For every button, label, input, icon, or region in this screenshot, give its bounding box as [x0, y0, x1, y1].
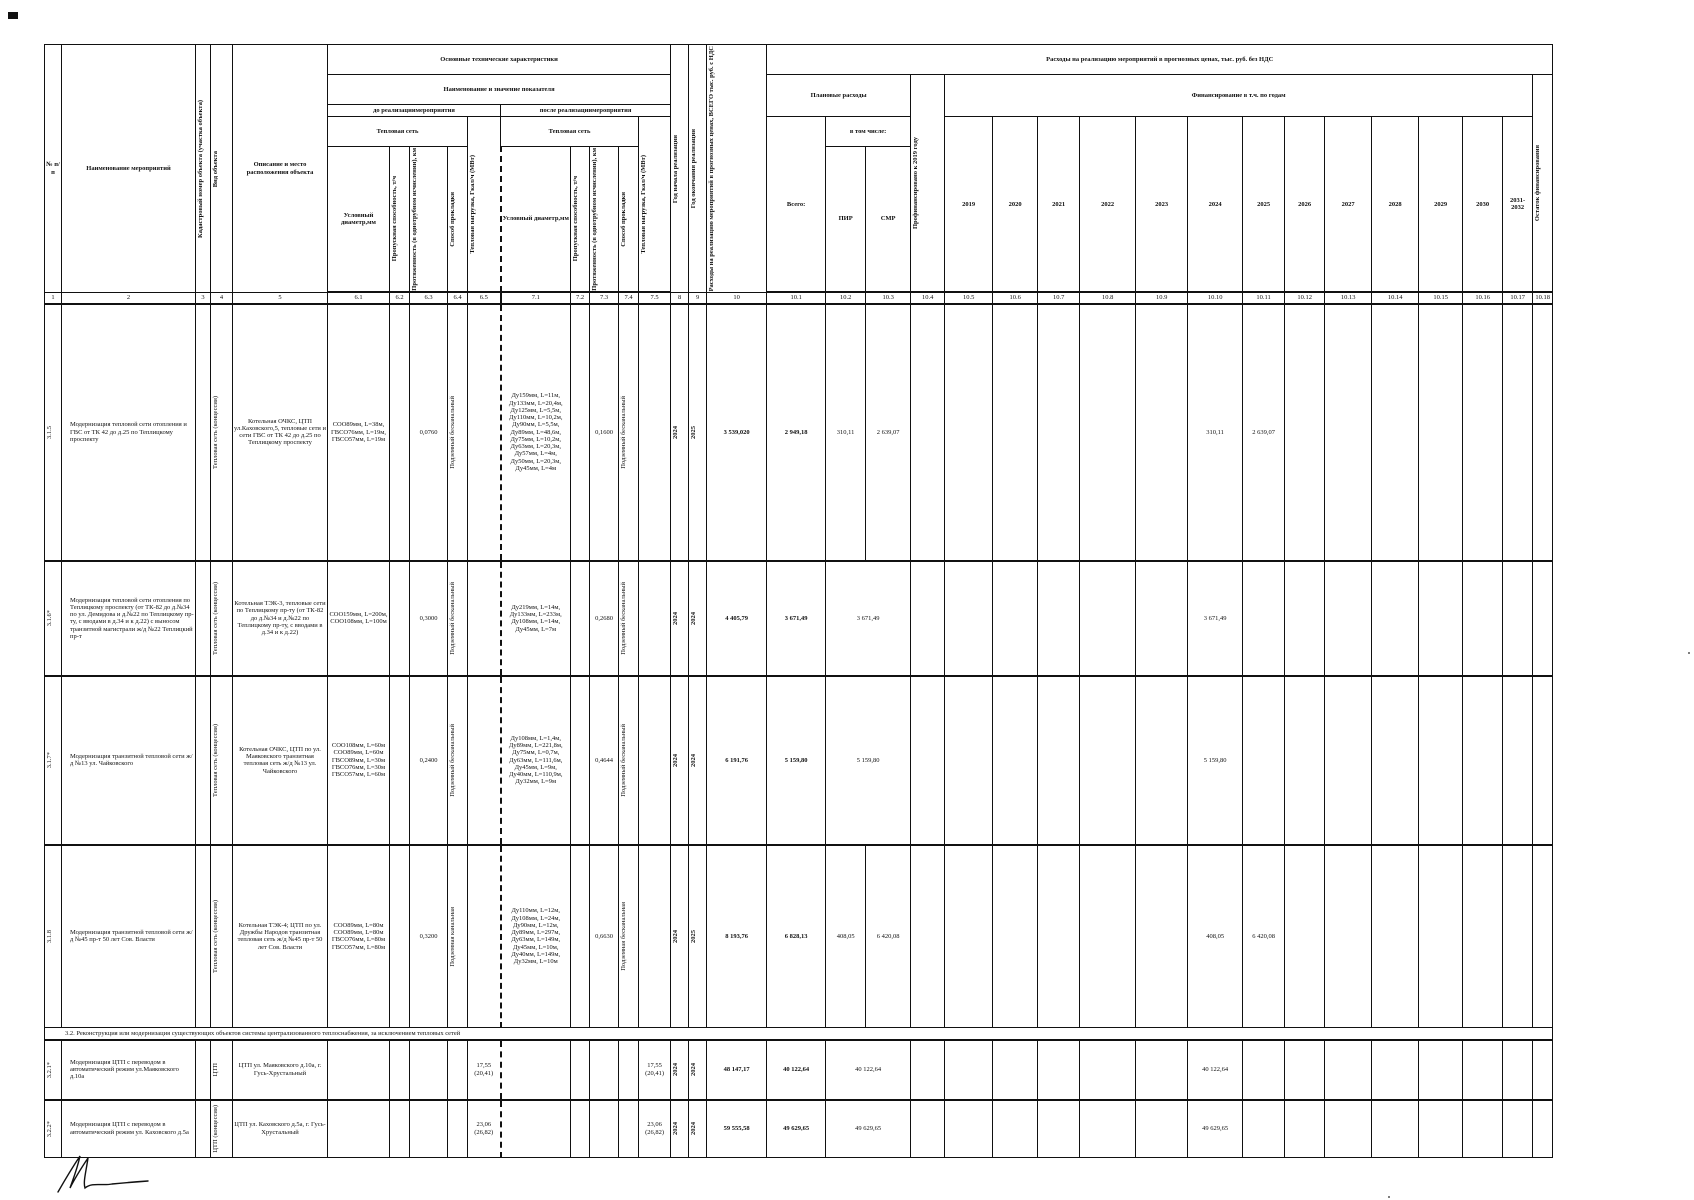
hdr-year-2019: 2019 — [945, 116, 993, 292]
hdr-year-2021: 2021 — [1038, 116, 1080, 292]
hdr-year-2031-2032: 2031-2032 — [1503, 116, 1533, 292]
table-row: 3.2.1* Модернизация ЦТП с переводом в автоматический режим ул.Маяковского д.10а ЦТП ЦТП ул. Маяковского д.10а, г. Гусь-Хрустальный 17,55 (20,41) 17,55 (20,41) 2024 2024 48 147,17 40 122,64 40 122,64 40 122,64 — [45, 1040, 1668, 1100]
hdr-net-before: Тепловая сеть — [328, 116, 468, 146]
hdr-year-2025: 2025 — [1243, 116, 1285, 292]
hdr-after: после реализациимероприятия — [501, 104, 671, 116]
hdr-remainder: Остаток финансирования — [1533, 75, 1553, 292]
hdr-year-2029: 2029 — [1419, 116, 1463, 292]
hdr-pir: ПИР — [826, 146, 866, 292]
hdr-total-cost: Расходы на реализацию мероприятий в прогнозных ценах, ВСЕГО тыс. руб. с НДС — [707, 45, 767, 293]
table-row: 3.2.2* Модернизация ЦТП с переводом в автоматический режим ул. Каховского д.5а ЦТП (концессия) ЦТП ул. Каховского д.5а, г. Гусь-Хрустальный 23,06 (26,82) 23,06 (26,82) 2024 2024 59 555,58 49 629,65 49 629,65 49 629,65 — [45, 1100, 1668, 1158]
signature-image — [50, 1148, 160, 1198]
hdr-length-before: Протяженность (в однотрубном исчислении), км — [410, 146, 448, 292]
hdr-total: Всего: — [767, 116, 826, 292]
hdr-kind: Вид объекта — [211, 45, 233, 293]
hdr-year-2026: 2026 — [1285, 116, 1325, 292]
hdr-year-2024: 2024 — [1188, 116, 1243, 292]
hdr-descr: Описание и место расположения объекта — [233, 45, 328, 293]
section-row: 3.2. Реконструкция или модернизация существующих объектов системы централизованного теплоснабжения, за исключением тепловых сетей — [45, 1028, 1668, 1040]
hdr-incl: в том числе: — [826, 116, 911, 146]
hdr-year-end: Год окончания реализации — [689, 45, 707, 293]
hdr-length-after: Протяженность (в однотрубном исчислении), км — [590, 146, 619, 292]
hdr-load-after: Тепловая нагрузка, Гкал/ч (МВт) — [639, 116, 671, 292]
hdr-prefin: Профинансировано к 2019 году — [911, 75, 945, 292]
hdr-planned: Плановые расходы — [767, 75, 911, 117]
hdr-name: Наименование мероприятий — [62, 45, 196, 293]
hdr-year-start: Год начала реализации — [671, 45, 689, 293]
table-row: 3.1.7* Модернизация транзитной тепловой сети ж/д №13 ул. Чайковского Тепловая сеть (концессия) Котельная ОЧКС, ЦТП по ул. Маяковского транзитная тепловая сеть ж/д №13 ул. Чайковского СОО108мм, L=60м СОО89мм, L=60м ГВСО89мм, L=30м ГВСО76мм, L=30м ГВСО57мм, L=60м 0,2400 Подземный бесканальный Ду108мм, L=1,4м, Ду89мм, L=221,8м, Ду75мм, L=0,7м, Ду63мм, L=111,6м, Ду45мм, L=9м, Ду40мм, L=110,9м, Ду32мм, L=9м 0,4644 Подземный бесканальный 2024 2024 6 191,76 5 159,80 5 159,80 5 159,80 — [45, 676, 1668, 845]
table-row: 3.1.8 Модернизация транзитной тепловой сети ж/д №45 пр-т 50 лет Сов. Власти Тепловая сеть (концессия) Котельная ТЭК-4; ЦТП по ул. Дружбы Народов транзитная тепловая сеть ж/д №45 пр-т 50 лет Сов. Власти СОО89мм, L=80м СОО89мм, L=80м ГВСО76мм, L=80м ГВСО57мм, L=80м 0,3200 Подземная канальная Ду110мм, L=12м, Ду108мм, L=24м, Ду90мм, L=12м, Ду89мм, L=297м, Ду63мм, L=149м, Ду45мм, L=10м, Ду40мм, L=149м, Ду32мм, L=10м 0,6630 Подземная бесканальная 2024 2025 8 193,76 6 828,13 408,05 6 420,08 408,05 6 420,08 — [45, 845, 1668, 1028]
hdr-year-2028: 2028 — [1372, 116, 1419, 292]
hdr-tech: Основные технические характеристики — [328, 45, 671, 75]
hdr-net-after: Тепловая сеть — [501, 116, 639, 146]
hdr-num: № п/п — [45, 45, 62, 293]
hdr-year-2023: 2023 — [1136, 116, 1188, 292]
hdr-diam-after: Условный диаметр,мм — [501, 146, 571, 292]
hdr-diam-before: Условный диаметр,мм — [328, 146, 390, 292]
corner-mark — [8, 12, 18, 19]
hdr-capacity-before: Пропускная способность, т/ч — [390, 146, 410, 292]
hdr-year-2020: 2020 — [993, 116, 1038, 292]
hdr-capacity-after: Пропускная способность, т/ч — [571, 146, 590, 292]
hdr-laying-before: Способ прокладки — [448, 146, 468, 292]
hdr-cadastral: Кадастровый номер объекта (участка объекта) — [196, 45, 211, 293]
scan-speck — [1388, 1196, 1390, 1198]
hdr-expenses: Расходы на реализацию мероприятий в прогнозных ценах, тыс. руб. без НДС — [767, 45, 1553, 75]
hdr-year-2027: 2027 — [1325, 116, 1372, 292]
hdr-smr: СМР — [866, 146, 911, 292]
hdr-year-2022: 2022 — [1080, 116, 1136, 292]
investment-program-table — [44, 44, 1667, 1158]
hdr-load-before: Тепловая нагрузка, Гкал/ч (МВт) — [468, 116, 501, 292]
hdr-indicators: Наименование и значение показателя — [328, 75, 671, 105]
hdr-laying-after: Способ прокладки — [619, 146, 639, 292]
hdr-financing: Финансирование в т.ч. по годам — [945, 75, 1533, 117]
table-row: 3.1.6* Модернизация тепловой сети отопления по Теплицкому проспекту (от ТК-82 до д.№34 по ул. Демидова и д.№22 по Теплицкому пр-ту, с вводами в д.34 и к д.22) с выносом транзитной магистрали ж/д №22 Теплицкий пр-т Тепловая сеть (концессия) Котельная ТЭК-3, тепловые сети по Теплицкому пр-ту (от ТК-82 до д.№34 и д.№22 по Теплицкому пр-ту, с вводами в д.34 и к д.22) СОО159мм, L=200м, СОО108мм, L=100м 0,3000 Подземный бесканальный Ду219мм, L=14м, Ду133мм, L=233м, Ду108мм, L=14м, Ду45мм, L=7м 0,2680 Подземный бесканальный 2024 2024 4 405,79 3 671,49 3 671,49 3 671,49 — [45, 561, 1668, 676]
column-numbers-row: 1 2 3 4 5 6.1 6.2 6.3 6.4 6.5 7.1 7.2 7.3 7.4 7.5 8 9 10 10.1 10.2 10.3 10.4 10.5 10.6 10.7 10.8 10.9 10.10 10.11 10.12 10.13 10.14 10.15 10.16 10.17 10.18 — [45, 293, 1668, 304]
hdr-before: до реализациимероприятия — [328, 104, 501, 116]
hdr-year-2030: 2030 — [1463, 116, 1503, 292]
table-row: 3.1.5 Модернизация тепловой сети отопления и ГВС от ТК 42 до д.25 по Теплицкому проспекту Тепловая сеть (концессия) Котельная ОЧКС, ЦТП ул.Каховского,5, тепловые сети и сети ГВС от ТК 42 до д.25 по Теплицкому проспекту СОО89мм, L=38м, ГВСО76мм, L=19м, ГВСО57мм, L=19м 0,0760 Подземный бесканальный Ду159мм, L=11м, Ду133мм, L=20,4м, Ду125мм, L=5,5м, Ду110мм, L=10,2м, Ду90мм, L=5,5м, Ду89мм, L=48,6м, Ду75мм, L=10,2м, Ду63мм, L=20,3м, Ду57мм, L=4м, Ду50мм, L=20,3м, Ду45мм, L=4м 0,1600 Подземный бесканальный 2024 2025 3 539,020 2 949,18 310,11 2 639,07 310,11 2 639,07 — [45, 304, 1668, 561]
scan-speck — [1688, 652, 1690, 654]
